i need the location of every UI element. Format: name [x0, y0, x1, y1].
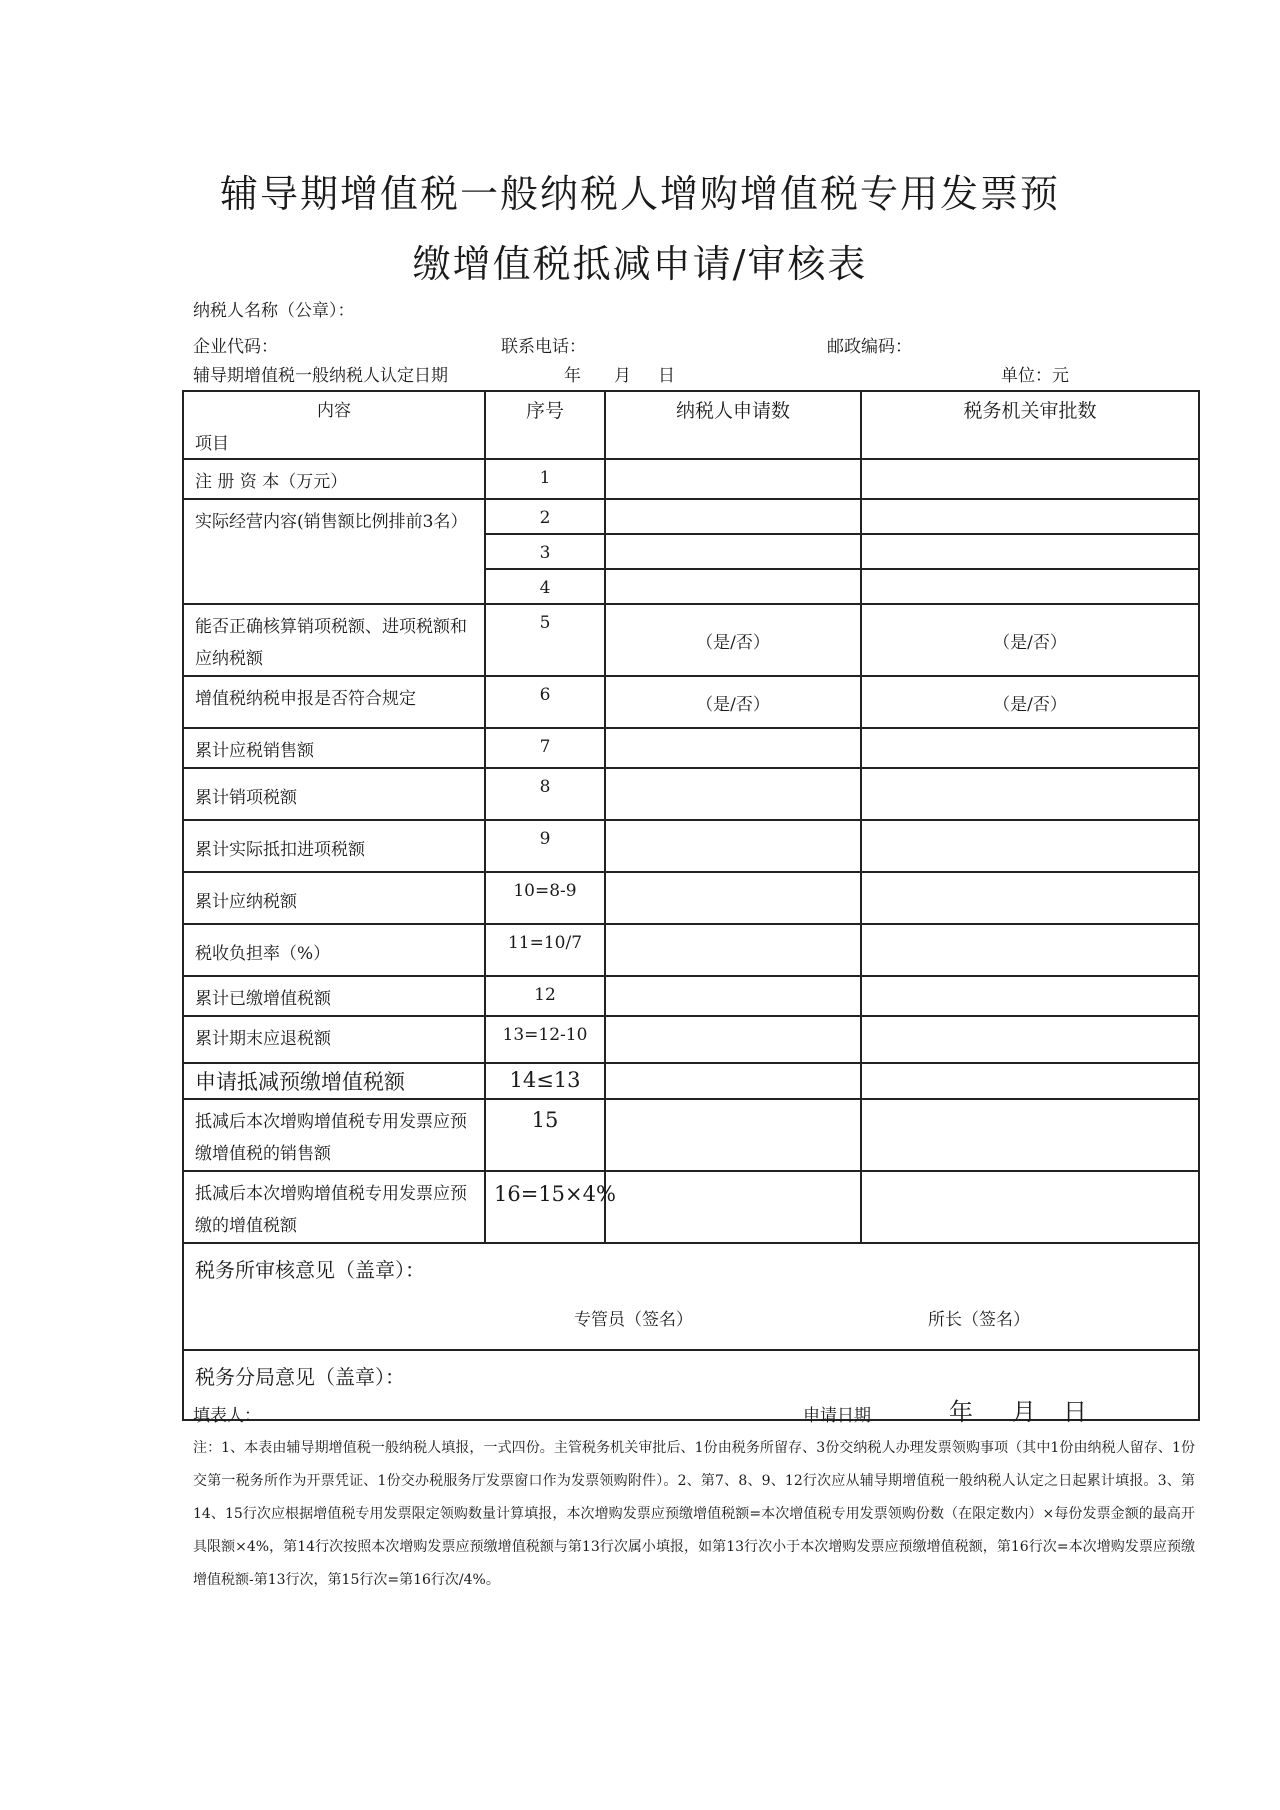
row-label: 累计应纳税额 [183, 872, 485, 924]
applicant-value-cell[interactable] [605, 499, 861, 534]
row-label: 累计实际抵扣进项税额 [183, 820, 485, 872]
form-notes: 注：1、本表由辅导期增值税一般纳税人填报，一式四份。主管税务机关审批后、1份由税务所留存、3份交纳税人办理发票领购事项（其中1份由纳税人留存、1份交第一税务所作为开票凭证、1份交办税服务厅发票窗口作为发票领购附件）。2、第7、8、9、12行次应从辅导期增值税一般纳税人认定之日起累计填报。3、第14、15行次应根据增值税专用发票限定领购数量计算填报，本次增购发票应预缴增值税额=本次增值税专用发票领购份数（在限定数内）×每份发票金额的最高开具限额×4%，第14行次按照本次增购发票应预缴增值税额与第13行次属小填报，如第13行次小于本次增购发票应预缴增值税额，第16行次=本次增购发票应预缴增值税额-第13行次，第15行次=第16行次/4%。 [193, 1440, 1195, 1588]
applicant-value-cell[interactable] [605, 924, 861, 976]
table-row [183, 499, 1199, 534]
branch-opinion-title: 税务分局意见（盖章）： [195, 1365, 405, 1389]
tax-office-value-cell[interactable] [861, 924, 1199, 976]
tax-office-value-cell[interactable] [861, 1099, 1199, 1171]
table-row [183, 976, 1199, 1016]
form-title-line1: 辅导期增值税一般纳税人增购增值税专用发票预 [219, 172, 1060, 216]
table-header-row [183, 391, 1199, 459]
applicant-value-cell[interactable] [605, 976, 861, 1016]
cert-month-label: 月 [614, 366, 631, 386]
applicant-value-cell[interactable] [605, 820, 861, 872]
row-seq: 12 [485, 976, 605, 1016]
header-seq-label: 序号 [485, 391, 605, 459]
tax-office-value-cell[interactable] [861, 569, 1199, 604]
row-label: 累计销项税额 [183, 768, 485, 820]
row-seq: 10=8-9 [485, 872, 605, 924]
table-row [183, 728, 1199, 768]
tax-office-value-cell[interactable] [861, 459, 1199, 499]
taxpayer-name-label: 纳税人名称（公章）： [193, 301, 355, 321]
table-row [183, 676, 1199, 728]
row-label: 累计期末应退税额 [183, 1016, 485, 1063]
cert-year-label: 年 [564, 366, 581, 386]
row-label: 能否正确核算销项税额、进项税额和应纳税额 [183, 604, 485, 676]
applicant-value-cell[interactable] [605, 1171, 861, 1243]
tax-office-value-cell[interactable] [861, 499, 1199, 534]
row-seq: 15 [485, 1099, 605, 1171]
form-title-line2: 缴增值税抵减申请/审核表 [412, 242, 868, 286]
phone-label: 联系电话： [501, 337, 586, 357]
row-label: 申请抵减预缴增值税额 [183, 1063, 485, 1099]
row-label: 税收负担率（%） [183, 924, 485, 976]
applicant-value-cell[interactable] [605, 534, 861, 569]
tax-office-value-cell[interactable] [861, 728, 1199, 768]
cert-day-label: 日 [658, 366, 675, 386]
table-row [183, 1016, 1199, 1063]
director-signature-label: 所长（签名） [928, 1310, 1030, 1330]
applicant-value-cell[interactable] [605, 1016, 861, 1063]
row-label: 注 册 资 本（万元） [183, 459, 485, 499]
table-row [183, 768, 1199, 820]
header-applicant-label: 纳税人申请数 [605, 391, 861, 459]
row-seq: 2 [485, 499, 605, 534]
row-seq: 8 [485, 768, 605, 820]
apply-year-label: 年 [949, 1398, 973, 1426]
row-seq: 6 [485, 676, 605, 728]
table-row [183, 1171, 1199, 1243]
row-seq: 7 [485, 728, 605, 768]
row-seq: 14≤13 [485, 1063, 605, 1099]
tax-office-value-cell[interactable] [861, 1171, 1199, 1243]
company-code-label: 企业代码： [193, 337, 278, 357]
tax-office-value-cell[interactable] [861, 1016, 1199, 1063]
tax-office-yes-no-cell[interactable]: （是/否） [861, 604, 1199, 676]
applicant-value-cell[interactable] [605, 728, 861, 768]
table-row [183, 820, 1199, 872]
header-item-label: 项目 [195, 434, 229, 454]
tax-office-value-cell[interactable] [861, 872, 1199, 924]
row-label: 抵减后本次增购增值税专用发票应预缴的增值税额 [183, 1171, 485, 1243]
table-row [183, 924, 1199, 976]
tax-office-value-cell[interactable] [861, 1063, 1199, 1099]
postal-code-label: 邮政编码： [827, 337, 912, 357]
table-row [183, 1099, 1199, 1171]
row-seq: 16=15×4% [485, 1171, 605, 1243]
row-label: 实际经营内容(销售额比例排前3名） [183, 499, 485, 604]
officer-signature-label: 专管员（签名） [574, 1310, 693, 1330]
application-table [182, 390, 1200, 1421]
header-tax-office-label: 税务机关审批数 [861, 391, 1199, 459]
row-seq: 3 [485, 534, 605, 569]
table-row [183, 1063, 1199, 1099]
tax-office-yes-no-cell[interactable]: （是/否） [861, 676, 1199, 728]
apply-day-label: 日 [1063, 1398, 1087, 1426]
row-seq: 1 [485, 459, 605, 499]
table-row [183, 872, 1199, 924]
applicant-value-cell[interactable] [605, 1099, 861, 1171]
row-label: 抵减后本次增购增值税专用发票应预缴增值税的销售额 [183, 1099, 485, 1171]
office-opinion-cell[interactable] [183, 1243, 1199, 1350]
row-label: 累计应税销售额 [183, 728, 485, 768]
applicant-value-cell[interactable] [605, 1063, 861, 1099]
table-row [183, 459, 1199, 499]
tax-office-value-cell[interactable] [861, 820, 1199, 872]
tax-office-value-cell[interactable] [861, 768, 1199, 820]
row-seq: 5 [485, 604, 605, 676]
header-content-item-cell [183, 391, 485, 459]
applicant-yes-no-cell[interactable]: （是/否） [605, 604, 861, 676]
applicant-value-cell[interactable] [605, 872, 861, 924]
applicant-yes-no-cell[interactable]: （是/否） [605, 676, 861, 728]
branch-opinion-cell[interactable] [183, 1350, 1199, 1420]
office-opinion-title: 税务所审核意见（盖章）： [195, 1258, 425, 1282]
certification-date-label: 辅导期增值税一般纳税人认定日期 [193, 366, 448, 386]
filler-label: 填表人： [193, 1406, 261, 1426]
office-opinion-row [183, 1243, 1199, 1350]
row-seq: 13=12-10 [485, 1016, 605, 1063]
row-seq: 9 [485, 820, 605, 872]
applicant-value-cell[interactable] [605, 569, 861, 604]
table-row [183, 604, 1199, 676]
tax-office-value-cell[interactable] [861, 976, 1199, 1016]
branch-opinion-row [183, 1350, 1199, 1420]
header-content-label: 内容 [317, 401, 351, 421]
unit-label: 单位：元 [1001, 366, 1069, 386]
apply-date-label: 申请日期 [803, 1406, 871, 1426]
row-seq: 11=10/7 [485, 924, 605, 976]
applicant-value-cell[interactable] [605, 768, 861, 820]
row-seq: 4 [485, 569, 605, 604]
row-label: 累计已缴增值税额 [183, 976, 485, 1016]
applicant-value-cell[interactable] [605, 459, 861, 499]
row-label: 增值税纳税申报是否符合规定 [183, 676, 485, 728]
tax-office-value-cell[interactable] [861, 534, 1199, 569]
apply-month-label: 月 [1012, 1398, 1036, 1426]
